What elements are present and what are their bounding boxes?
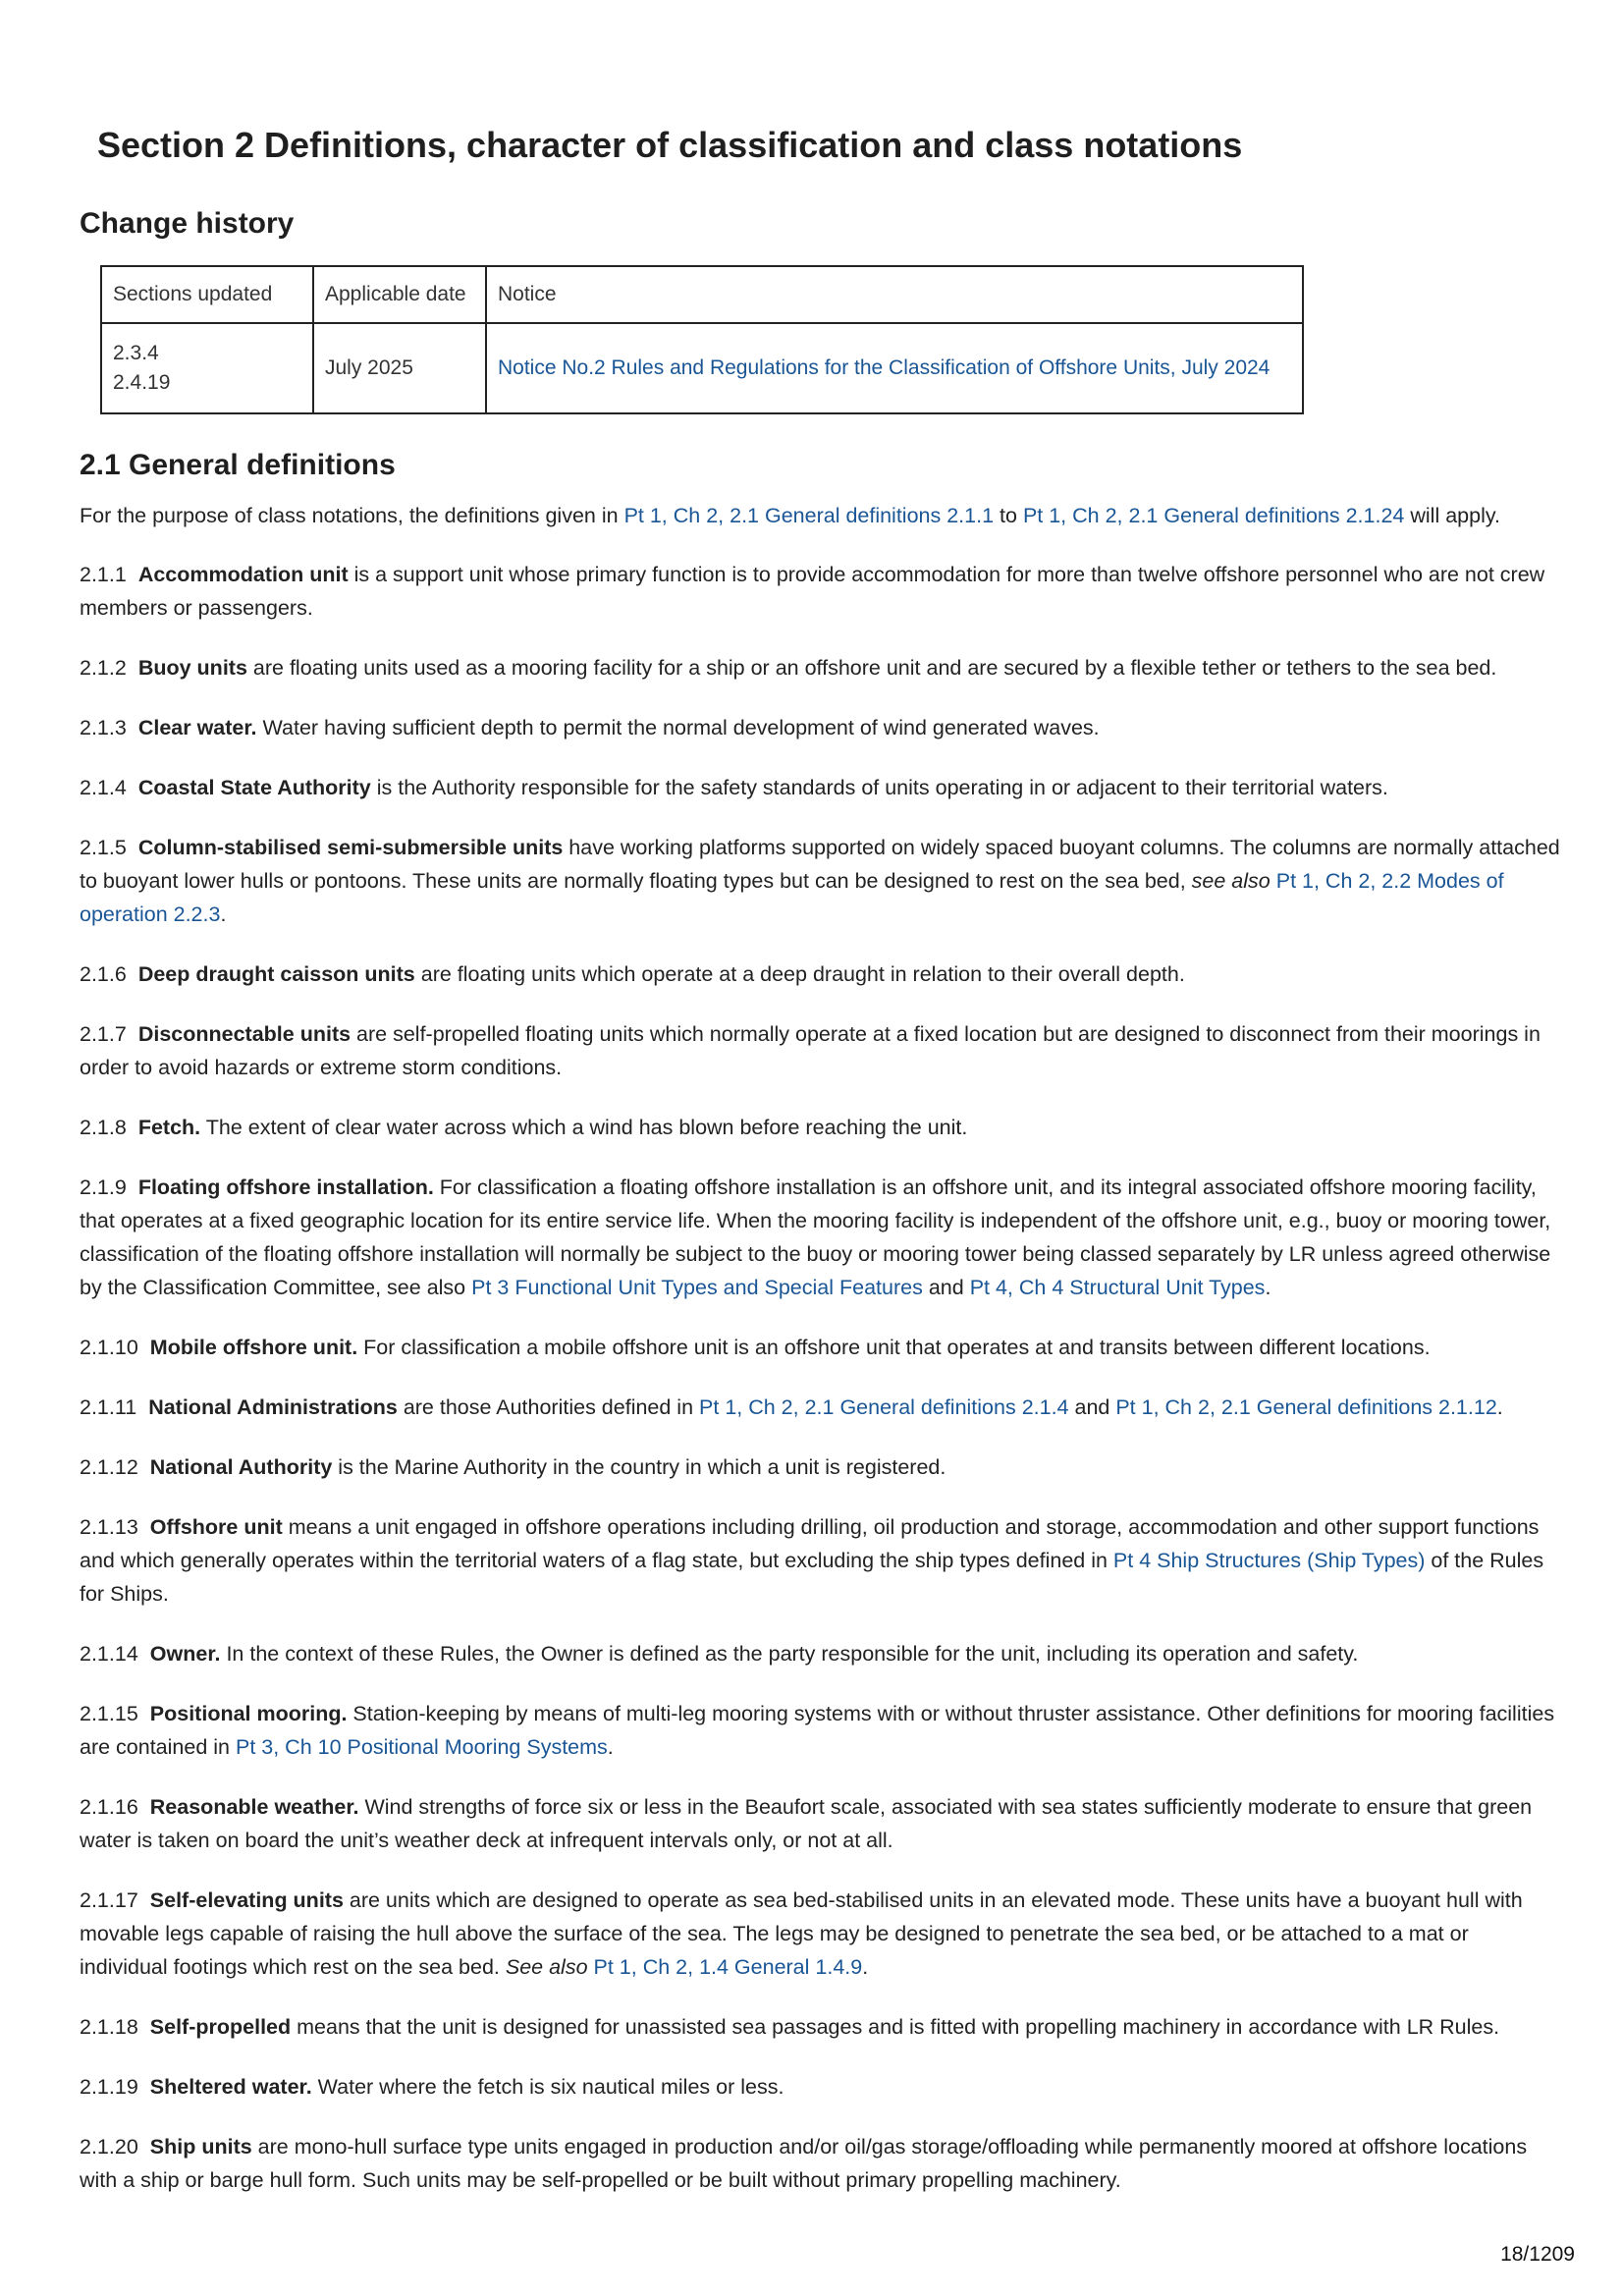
definition-text: are self-propelled floating units which normally operate at a fixed location but are designed to disconnect from their moorings in order to avoid hazards or extreme storm conditions.	[80, 1022, 1541, 1079]
definition-text: of the Rules for Ships.	[80, 1549, 1544, 1606]
definition-text: .	[1496, 1395, 1503, 1419]
section-ref: 2.4.19	[113, 371, 171, 394]
definition-term: Deep draught caisson units	[137, 962, 415, 986]
definition-term: Sheltered water.	[149, 2075, 312, 2099]
sections-updated-cell	[101, 323, 313, 413]
definition-text: Wind strengths of force six or less in the Beaufort scale, associated with sea states sufficiently moderate to ensure that green water is taken on board the unit’s weather deck at infrequent intervals only, or not at all.	[80, 1795, 1533, 1852]
definition-term: Column-stabilised semi-submersible units	[137, 836, 564, 859]
definition-number: 2.1.6	[80, 962, 127, 986]
page-title: Section 2 Definitions, character of classification and class notations	[97, 125, 1243, 165]
definition-item	[80, 1111, 1562, 1144]
definition-link[interactable]: Pt 3 Functional Unit Types and Special Features	[471, 1276, 923, 1299]
intro-link-start[interactable]: Pt 1, Ch 2, 2.1 General definitions 2.1.1	[623, 504, 995, 527]
definition-text: .	[607, 1735, 614, 1759]
section-ref: 2.3.4	[113, 342, 159, 364]
definition-link[interactable]: Pt 1, Ch 2, 2.1 General definitions 2.1.12	[1115, 1395, 1497, 1419]
definition-number: 2.1.14	[80, 1642, 138, 1666]
definition-number: 2.1.19	[80, 2075, 138, 2099]
definition-number: 2.1.20	[80, 2135, 138, 2159]
definition-item	[80, 1391, 1562, 1424]
definition-number: 2.1.9	[80, 1175, 127, 1199]
definition-item	[80, 2010, 1562, 2044]
definition-text: For classification a floating offshore installation is an offshore unit, and its integral associated offshore mooring facility, that operates at a fixed geographic location for its entire service life. When the mooring facility is independent of the offshore unit, e.g., buoy or mooring tower, classification of the floating offshore installation will normally be subject to the buoy or mooring tower being classed separately by LR unless agreed otherwise by the Classification Committee, see also	[80, 1175, 1551, 1299]
definition-text: are floating units which operate at a deep draught in relation to their overall depth.	[414, 962, 1185, 986]
definition-text: Station-keeping by means of multi-leg mooring systems with or without thruster assistance. Other definitions for mooring facilities are contained in	[80, 1702, 1555, 1759]
definition-term: Offshore unit	[149, 1515, 283, 1539]
definition-term: National Administrations	[148, 1395, 398, 1419]
definition-item	[80, 651, 1562, 684]
intro-paragraph	[80, 499, 1562, 532]
definition-text: In the context of these Rules, the Owner is defined as the party responsible for the unit, including its operation and safety.	[220, 1642, 1359, 1666]
definition-link[interactable]: Pt 4, Ch 4 Structural Unit Types	[969, 1276, 1266, 1299]
definition-term: Self-propelled	[149, 2015, 292, 2039]
definition-term: Fetch.	[137, 1116, 201, 1139]
change-history	[80, 200, 1562, 414]
definition-number: 2.1.15	[80, 1702, 138, 1725]
intro-text: will apply.	[1404, 504, 1500, 527]
definition-number: 2.1.12	[80, 1455, 138, 1479]
definition-item	[80, 1171, 1562, 1304]
definition-link[interactable]: Pt 1, Ch 2, 2.1 General definitions 2.1.4	[699, 1395, 1069, 1419]
definition-text: .	[220, 902, 227, 926]
definition-term: National Authority	[149, 1455, 333, 1479]
definition-text: .	[862, 1955, 869, 1979]
applicable-date-cell: July 2025	[313, 323, 486, 413]
document-page	[80, 118, 1562, 2223]
definition-item	[80, 558, 1562, 625]
definition-text: Water having sufficient depth to permit the normal development of wind generated waves.	[256, 716, 1100, 739]
intro-text: to	[994, 504, 1023, 527]
definition-number: 2.1.1	[80, 563, 127, 586]
definition-text: .	[1265, 1276, 1271, 1299]
definition-number: 2.1.10	[80, 1336, 138, 1359]
definition-text: means a unit engaged in offshore operations including drilling, oil production and storage, accommodation and other support functions and which generally operates within the territorial waters of a flag state, but excluding the ship types defined in	[80, 1515, 1540, 1572]
definition-term: Disconnectable units	[137, 1022, 351, 1046]
change-history-heading: Change history	[80, 207, 295, 240]
definition-text: For classification a mobile offshore unit is an offshore unit that operates at and transits between different locations.	[357, 1336, 1431, 1359]
definition-text: are floating units used as a mooring facility for a ship or an offshore unit and are secured by a flexible tether or tethers to the sea bed.	[246, 656, 1497, 680]
definition-term: Accommodation unit	[137, 563, 349, 586]
definition-item	[80, 1450, 1562, 1484]
definition-item	[80, 1637, 1562, 1670]
definition-link[interactable]: Pt 3, Ch 10 Positional Mooring Systems	[235, 1735, 608, 1759]
definition-number: 2.1.4	[80, 776, 127, 799]
definition-text: is the Authority responsible for the safety standards of units operating in or adjacent to their territorial waters.	[370, 776, 1388, 799]
definition-term: Positional mooring.	[149, 1702, 348, 1725]
definitions-list	[80, 558, 1562, 2197]
definition-term: Reasonable weather.	[149, 1795, 359, 1819]
definition-link[interactable]: Pt 1, Ch 2, 1.4 General 1.4.9	[593, 1955, 863, 1979]
definition-term: Self-elevating units	[149, 1888, 344, 1912]
column-header: Applicable date	[313, 266, 486, 323]
definition-number: 2.1.18	[80, 2015, 138, 2039]
page-number: 18/1209	[1500, 2243, 1575, 2266]
definition-number: 2.1.11	[80, 1395, 137, 1419]
definition-text: and	[1068, 1395, 1116, 1419]
definition-number: 2.1.7	[80, 1022, 127, 1046]
definition-text: means that the unit is designed for unassisted sea passages and is fitted with propelling machinery in accordance with LR Rules.	[291, 2015, 1500, 2039]
definition-item	[80, 1331, 1562, 1364]
column-header: Notice	[486, 266, 1303, 323]
definition-number: 2.1.2	[80, 656, 127, 680]
definition-text: Water where the fetch is six nautical miles or less.	[311, 2075, 784, 2099]
definition-item	[80, 957, 1562, 991]
table-row	[101, 323, 1303, 413]
definition-term: Mobile offshore unit.	[149, 1336, 358, 1359]
definition-item	[80, 1790, 1562, 1857]
definition-term: Buoy units	[137, 656, 247, 680]
definition-link[interactable]: Pt 4 Ship Structures (Ship Types)	[1112, 1549, 1426, 1572]
general-definitions	[80, 442, 1562, 2197]
definition-item	[80, 1697, 1562, 1764]
definition-item	[80, 1884, 1562, 1984]
definition-item	[80, 2070, 1562, 2104]
definition-text: have working platforms supported on widely spaced buoyant columns. The columns are normally attached to buoyant lower hulls or pontoons. These units are normally floating types but can be designed to rest on the sea bed,	[80, 836, 1560, 893]
definition-term: Clear water.	[137, 716, 257, 739]
definition-item	[80, 1510, 1562, 1611]
definition-text: are units which are designed to operate as sea bed-stabilised units in an elevated mode. These units have a buoyant hull with movable legs capable of raising the hull above the surface of the sea. The legs may be designed to penetrate the sea bed, or be attached to a mat or individual footings which rest on the sea bed.	[80, 1888, 1523, 1979]
definition-term: Ship units	[149, 2135, 252, 2159]
definition-number: 2.1.13	[80, 1515, 138, 1539]
definition-italic: See also	[505, 1955, 588, 1979]
definition-term: Floating offshore installation.	[137, 1175, 434, 1199]
definition-number: 2.1.3	[80, 716, 127, 739]
notice-link[interactable]: Notice No.2 Rules and Regulations for the Classification of Offshore Units, July 2024	[498, 356, 1271, 379]
change-history-table	[100, 265, 1304, 414]
definition-text: is the Marine Authority in the country in which a unit is registered.	[332, 1455, 946, 1479]
definition-number: 2.1.16	[80, 1795, 138, 1819]
definition-item	[80, 1017, 1562, 1084]
definition-term: Coastal State Authority	[137, 776, 371, 799]
definition-text: are those Authorities defined in	[397, 1395, 700, 1419]
definition-item	[80, 2130, 1562, 2197]
table-header-row	[101, 266, 1303, 323]
definition-number: 2.1.8	[80, 1116, 127, 1139]
definition-item	[80, 831, 1562, 931]
intro-text: For the purpose of class notations, the definitions given in	[80, 504, 624, 527]
notice-cell	[486, 323, 1303, 413]
general-definitions-heading: 2.1 General definitions	[80, 449, 396, 481]
definition-text: The extent of clear water across which a wind has blown before reaching the unit.	[200, 1116, 968, 1139]
definition-italic: see also	[1191, 869, 1271, 893]
definition-text: and	[922, 1276, 970, 1299]
definition-number: 2.1.17	[80, 1888, 138, 1912]
definition-text: is a support unit whose primary function is to provide accommodation for more than twelve offshore personnel who are not crew members or passengers.	[80, 563, 1545, 620]
intro-link-end[interactable]: Pt 1, Ch 2, 2.1 General definitions 2.1.24	[1022, 504, 1405, 527]
definition-number: 2.1.5	[80, 836, 127, 859]
definition-item	[80, 771, 1562, 804]
definition-term: Owner.	[149, 1642, 221, 1666]
definition-link[interactable]: Pt 1, Ch 2, 2.2 Modes of operation 2.2.3	[80, 869, 1504, 926]
column-header: Sections updated	[101, 266, 313, 323]
definition-item	[80, 711, 1562, 744]
definition-text: are mono-hull surface type units engaged in production and/or oil/gas storage/offloading while permanently moored at offshore locations with a ship or barge hull form. Such units may be self-propelled or be built without primary propelling machinery.	[80, 2135, 1528, 2192]
